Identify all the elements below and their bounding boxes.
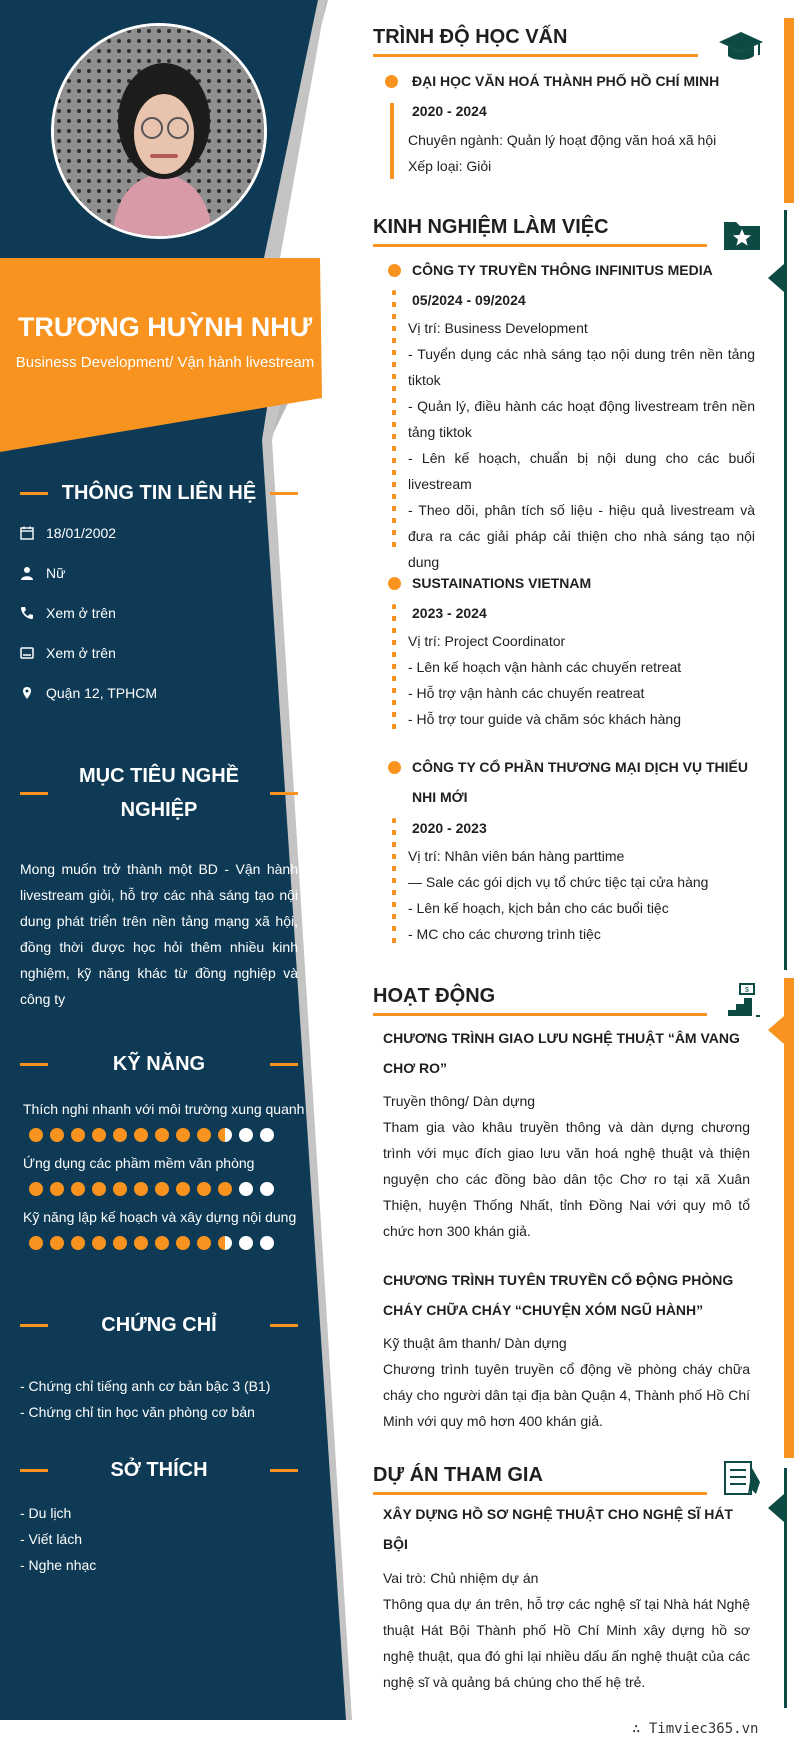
job-role: Vị trí: Project Coordinator: [408, 633, 566, 649]
rating-dot: [71, 1182, 85, 1196]
job-period: 05/2024 - 09/2024: [412, 292, 526, 308]
objective-heading-text: MỤC TIÊU NGHỀ NGHIỆP: [79, 765, 239, 821]
folder-star-icon: [722, 216, 762, 252]
skills-heading-text: KỸ NĂNG: [112, 1053, 206, 1075]
timeline-bullet: [388, 264, 401, 277]
edge-accent: [784, 1468, 794, 1708]
profile-photo: [54, 26, 267, 239]
activity-title: CHƯƠNG TRÌNH TUYÊN TRUYỀN CỔ ĐỘNG PHÒNG CHÁY CHỮA CHÁY “CHUYỆN XÓM NGŨ HÀNH”: [383, 1272, 734, 1318]
skill-rating: [29, 1236, 274, 1250]
job-duty: - Lên kế hoạch, chuẩn bị nội dung cho các buổi livestream: [408, 450, 755, 492]
heading-dash: [270, 1324, 298, 1327]
project-title: XÂY DỰNG HỒ SƠ NGHỆ THUẬT CHO NGHỆ SĨ HÁT BỘI: [383, 1506, 733, 1552]
job-duty: - Tuyển dụng các nhà sáng tạo nội dung trên nền tảng tiktok: [408, 346, 755, 388]
stairs-goal-icon: [726, 982, 762, 1018]
section-rule: [373, 244, 707, 247]
contact-address: [20, 685, 157, 701]
phone-value: Xem ở trên: [46, 605, 116, 621]
contact-heading-text: THÔNG TIN LIÊN HỆ: [61, 482, 257, 504]
project-description: Thông qua dự án trên, hỗ trợ các nghệ sĩ tại Nhà hát Nghệ thuật Hát Bội Thành phố Hồ Chí Minh xây dựng hồ sơ nghệ thuật, qua đó ghi lại nhiều dấu ấn nghệ thuật của các nghệ sĩ và quảng bá chúng cho thế hệ trẻ.: [383, 1596, 750, 1690]
timeline-dotted-line: [392, 604, 396, 734]
contact-birthday: [20, 525, 116, 541]
skill-label: Kỹ năng lập kế hoạch và xây dựng nội dung: [23, 1209, 297, 1225]
education-heading: TRÌNH ĐỘ HỌC VẤN: [373, 26, 568, 48]
candidate-title: Business Development/ Vận hành livestream: [15, 354, 315, 371]
rating-dot: [155, 1236, 169, 1250]
rating-dot: [218, 1128, 232, 1142]
hobbies-heading-text: SỞ THÍCH: [110, 1459, 208, 1481]
rating-dot: [92, 1128, 106, 1142]
rating-dot: [218, 1182, 232, 1196]
certificate-item: - Chứng chỉ tiếng anh cơ bản bậc 3 (B1): [20, 1378, 271, 1394]
hobby-item: - Du lịch: [20, 1505, 72, 1521]
job-duty: - MC cho các chương trình tiệc: [408, 926, 601, 942]
avatar: [51, 23, 267, 239]
activities-heading: HOẠT ĐỘNG: [373, 985, 496, 1007]
candidate-name: TRƯƠNG HUỲNH NHƯ: [17, 312, 313, 342]
projects-heading: DỰ ÁN THAM GIA: [373, 1464, 543, 1486]
rating-dot: [218, 1236, 232, 1250]
heading-dash: [270, 492, 298, 495]
job-duty: - Hỗ trợ vận hành các chuyến reatreat: [408, 685, 645, 701]
rating-dot: [176, 1236, 190, 1250]
birthday-value: 18/01/2002: [46, 525, 117, 541]
contact-email: [20, 645, 116, 661]
project-role: Vai trò: Chủ nhiệm dự án: [383, 1570, 539, 1586]
certificate-item: - Chứng chỉ tin học văn phòng cơ bản: [20, 1404, 255, 1420]
rating-dot: [239, 1128, 253, 1142]
rating-dot: [29, 1128, 43, 1142]
rating-dot: [260, 1128, 274, 1142]
graduation-cap-icon: [718, 30, 764, 62]
address-value: Quận 12, TPHCM: [46, 685, 158, 701]
checklist-icon: [722, 1460, 764, 1498]
rating-dot: [29, 1182, 43, 1196]
edge-accent: [784, 18, 794, 203]
experience-heading: KINH NGHIỆM LÀM VIỆC: [373, 216, 609, 238]
job-duty: - Lên kế hoạch, kịch bản cho các buổi tiệc: [408, 900, 669, 916]
skill-rating: [29, 1128, 274, 1142]
edge-accent: [784, 978, 794, 1458]
heading-dash: [270, 1063, 298, 1066]
company-name: SUSTAINATIONS VIETNAM: [412, 575, 592, 591]
heading-dash: [20, 792, 48, 795]
skills-heading: [20, 1047, 298, 1081]
activity-title: CHƯƠNG TRÌNH GIAO LƯU NGHỆ THUẬT “ÂM VANG CHƠ RO”: [383, 1030, 740, 1076]
heading-dash: [270, 1469, 298, 1472]
timeline-line: [390, 103, 394, 179]
activity-description: Tham gia vào khâu truyền thông và dàn dựng chương trình với mục đích giao lưu văn hoá nghệ thuật và thiện nguyện cho các đồng bào dân tộc Chơ ro tại xã Xuân Thiện, huyện Thống Nhất, tỉnh Đồng Nai với quy mô tổ chức hơn 300 khán giả.: [383, 1119, 750, 1239]
sidebar: [0, 0, 360, 1720]
rating-dot: [197, 1236, 211, 1250]
job-duty: - Hỗ trợ tour guide và chăm sóc khách hàng: [408, 711, 681, 727]
rating-dot: [134, 1236, 148, 1250]
job-role: Vị trí: Nhân viên bán hàng parttime: [408, 848, 625, 864]
timeline-bullet: [388, 761, 401, 774]
timeline-bullet: [388, 577, 401, 590]
company-name: CÔNG TY TRUYỀN THÔNG INFINITUS MEDIA: [412, 262, 713, 278]
contact-phone: [20, 605, 116, 621]
rating-dot: [92, 1182, 106, 1196]
section-rule: [373, 1492, 707, 1495]
rating-dot: [113, 1236, 127, 1250]
email-icon: [20, 646, 46, 660]
section-rule: [373, 54, 698, 57]
job-duty: - Theo dõi, phân tích số liệu - hiệu quả livestream và đưa ra các giải pháp cải thiện cho nhà sáng tạo nội dung: [408, 502, 755, 570]
hobby-item: - Nghe nhạc: [20, 1557, 97, 1573]
school-name: ĐẠI HỌC VĂN HOÁ THÀNH PHỐ HỒ CHÍ MINH: [412, 73, 720, 89]
rating-dot: [113, 1182, 127, 1196]
person-icon: [20, 566, 46, 580]
job-period: 2020 - 2023: [412, 820, 487, 836]
activity-description: Chương trình tuyên truyền cổ động về phòng cháy chữa cháy cho người dân tại địa bàn Quận 4, Thành phố Hồ Chí Minh với quy mô hơn 400 khán giả.: [383, 1361, 750, 1429]
heading-dash: [20, 1324, 48, 1327]
heading-dash: [20, 492, 48, 495]
skill-label: Ứng dụng các phầm mềm văn phòng: [23, 1155, 255, 1171]
contact-heading: [20, 476, 298, 510]
email-value: Xem ở trên: [46, 645, 116, 661]
rating-dot: [197, 1182, 211, 1196]
rating-dot: [176, 1182, 190, 1196]
education-major: Chuyên ngành: Quản lý hoạt động văn hoá xã hội: [408, 132, 717, 148]
job-duty: — Sale các gói dịch vụ tổ chức tiệc tại cửa hàng: [408, 874, 709, 890]
objective-heading: [20, 759, 298, 827]
rating-dot: [260, 1182, 274, 1196]
skill-label: Thích nghi nhanh với môi trường xung quanh: [23, 1101, 305, 1117]
phone-icon: [20, 606, 46, 620]
rating-dot: [50, 1236, 64, 1250]
job-period: 2023 - 2024: [412, 605, 487, 621]
edge-triangle: [768, 1016, 784, 1044]
rating-dot: [50, 1182, 64, 1196]
gender-value: Nữ: [46, 565, 66, 581]
rating-dot: [260, 1236, 274, 1250]
rating-dot: [71, 1128, 85, 1142]
rating-dot: [50, 1128, 64, 1142]
hobby-item: - Viết lách: [20, 1531, 82, 1547]
certificates-heading: [20, 1308, 298, 1342]
rating-dot: [92, 1236, 106, 1250]
rating-dot: [155, 1128, 169, 1142]
hobbies-heading: [20, 1453, 298, 1487]
activity-role: Kỹ thuật âm thanh/ Dàn dựng: [383, 1335, 567, 1351]
timeline-dotted-line: [392, 818, 396, 946]
heading-dash: [20, 1063, 48, 1066]
education-period: 2020 - 2024: [412, 103, 487, 119]
skill-rating: [29, 1182, 274, 1196]
edge-accent: [784, 210, 794, 970]
job-duty: - Lên kế hoạch vận hành các chuyến retreat: [408, 659, 682, 675]
edge-triangle: [768, 1494, 784, 1522]
rating-dot: [239, 1236, 253, 1250]
heading-dash: [270, 792, 298, 795]
rating-dot: [71, 1236, 85, 1250]
calendar-icon: [20, 526, 46, 540]
company-name: CÔNG TY CỔ PHẦN THƯƠNG MẠI DỊCH VỤ THIẾU NHI MỚI: [412, 759, 748, 805]
edge-triangle: [768, 264, 784, 292]
contact-gender: [20, 565, 65, 581]
objective-text: Mong muốn trở thành một BD - Vận hành livestream giỏi, hỗ trợ các nhà sáng tạo nội dung phát triển trên nền tảng mạng xã hội, đồng thời được học hỏi thêm nhiều kinh nghiệm, kỹ năng khác từ đồng nghiệp và công ty: [20, 861, 298, 1007]
rating-dot: [113, 1128, 127, 1142]
rating-dot: [155, 1182, 169, 1196]
job-duty: - Quản lý, điều hành các hoạt động livestream trên nền tảng tiktok: [408, 398, 755, 440]
location-pin-icon: [20, 686, 46, 700]
rating-dot: [134, 1182, 148, 1196]
job-role: Vị trí: Business Development: [408, 320, 588, 336]
education-grade: Xếp loại: Giỏi: [408, 158, 492, 174]
activity-role: Truyền thông/ Dàn dựng: [383, 1093, 536, 1109]
rating-dot: [29, 1236, 43, 1250]
rating-dot: [197, 1128, 211, 1142]
rating-dot: [176, 1128, 190, 1142]
heading-dash: [20, 1469, 48, 1472]
certificates-heading-text: CHỨNG CHỈ: [101, 1314, 217, 1336]
section-rule: [373, 1013, 707, 1016]
timeline-bullet: [385, 75, 398, 88]
watermark: ∴ Timviec365.vn: [632, 1721, 759, 1737]
rating-dot: [239, 1182, 253, 1196]
rating-dot: [134, 1128, 148, 1142]
timeline-dotted-line: [392, 290, 396, 552]
svg-text:$: $: [745, 987, 749, 994]
